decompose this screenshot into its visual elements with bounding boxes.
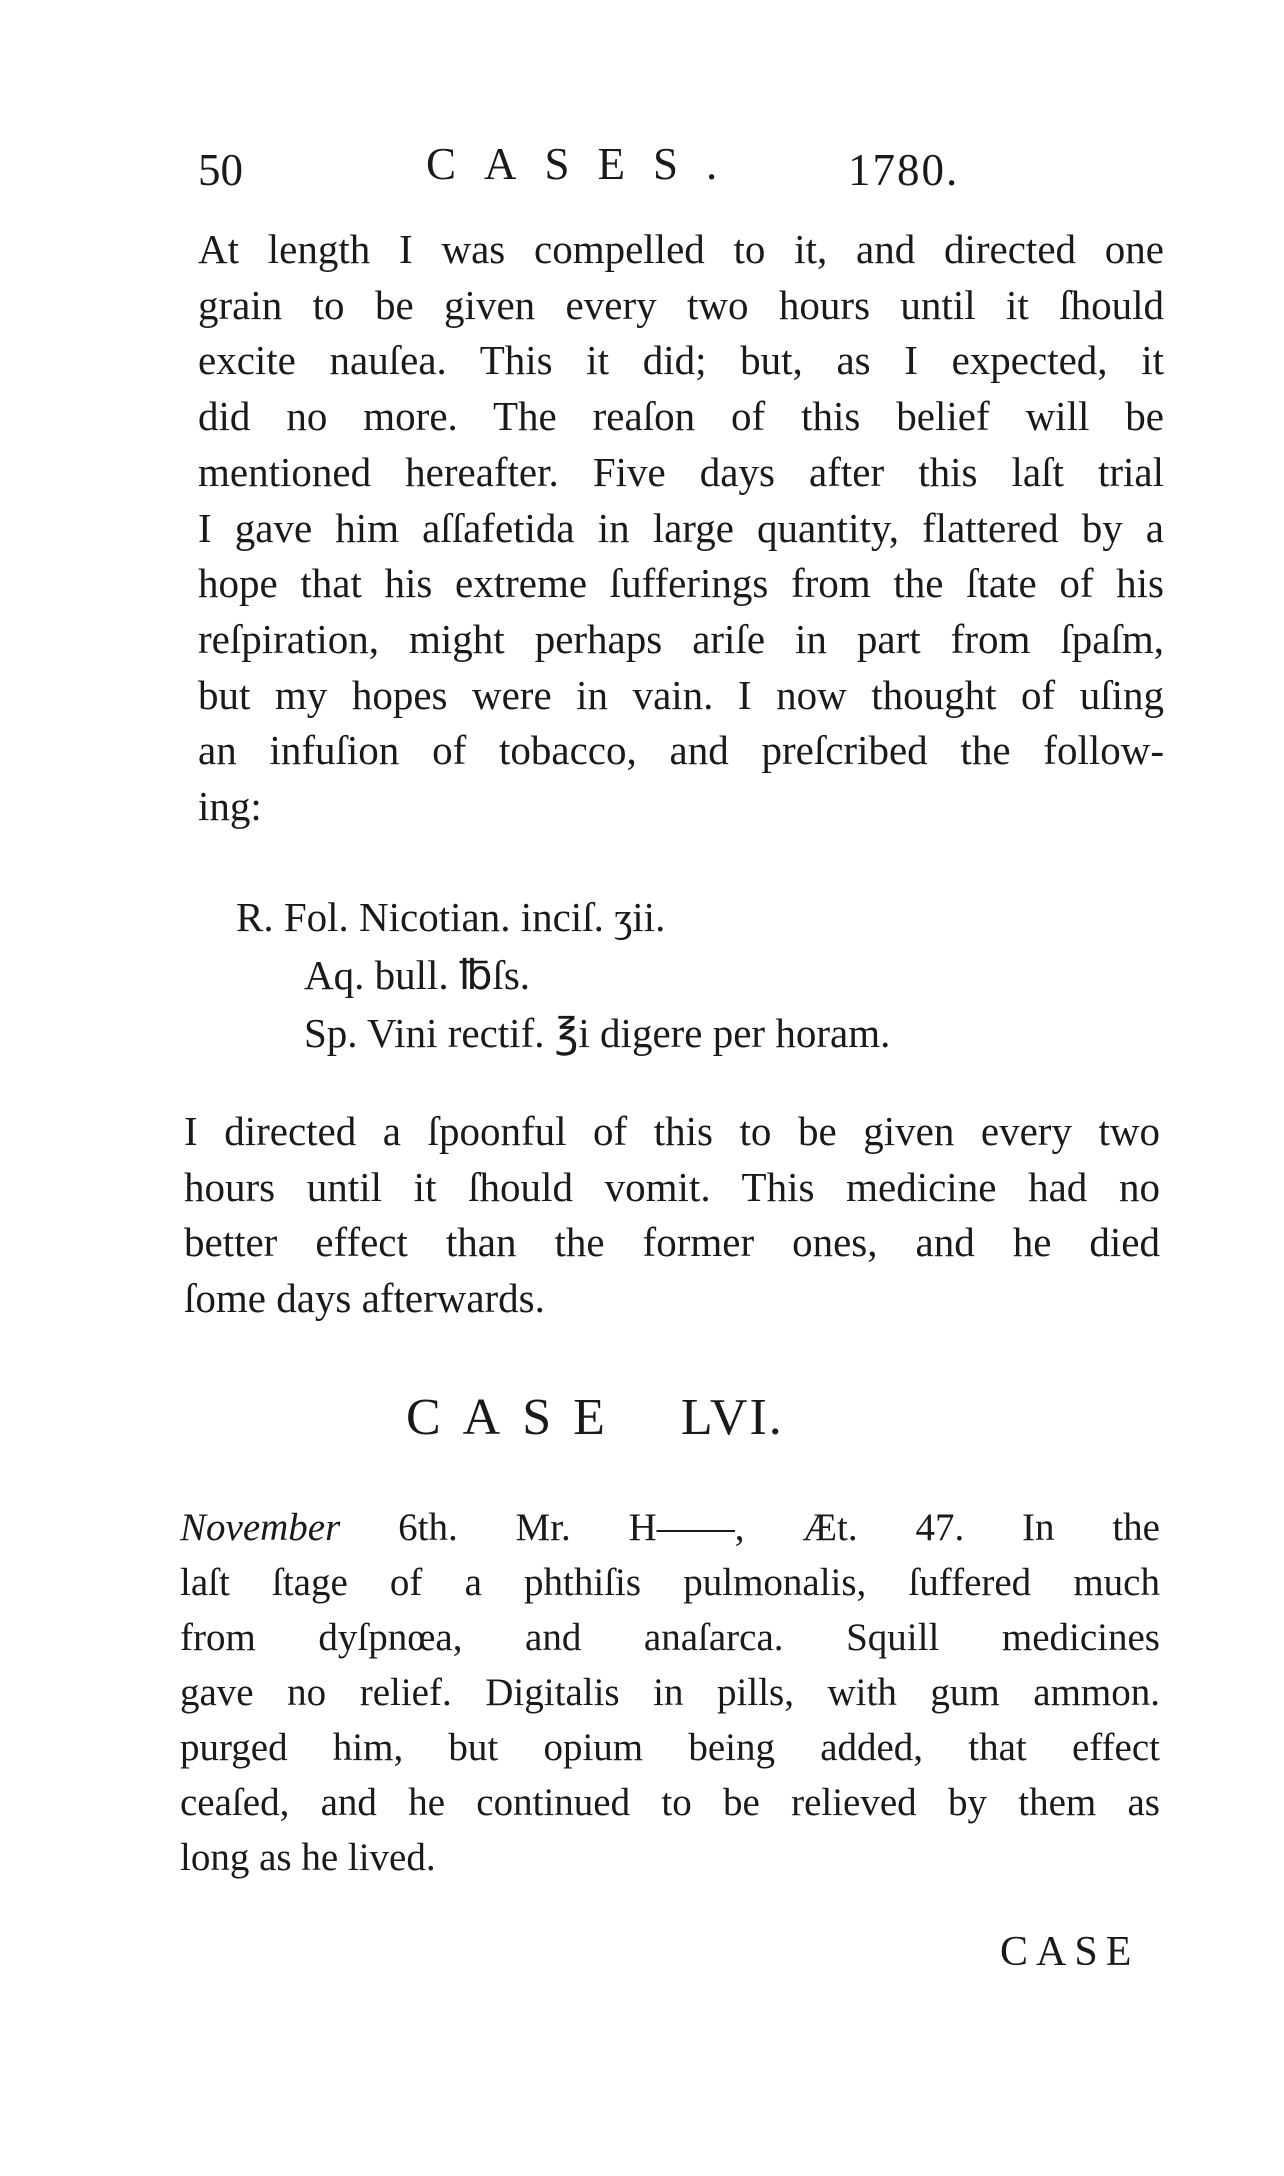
text-line: purged him, but opium being added, that effect bbox=[180, 1726, 1160, 1769]
text-line: ſome days afterwards. bbox=[184, 1275, 545, 1322]
text-line: excite nauſea. This it did; but, as I expected, it bbox=[198, 337, 1164, 384]
text-line: reſpiration, might perhaps ariſe in part from ſpaſm, bbox=[198, 615, 1164, 662]
text-line: better effect than the former ones, and he died bbox=[184, 1219, 1160, 1266]
running-head bbox=[198, 138, 968, 198]
prescription bbox=[236, 888, 1136, 1062]
text-line: did no more. The reaſon of this belief will be bbox=[198, 393, 1164, 440]
case-date-month: November bbox=[180, 1506, 341, 1549]
text-line: grain to be given every two hours until it ſhould bbox=[198, 281, 1164, 328]
paragraph-1 bbox=[198, 222, 1164, 835]
text-line: ceaſed, and he continued to be relieved by them as bbox=[180, 1781, 1160, 1824]
text-line: laſt ſtage of a phthiſis pulmonalis, ſuffered much bbox=[180, 1561, 1160, 1604]
text-line: an infuſion of tobacco, and preſcribed the follow- bbox=[198, 727, 1164, 774]
catchword: CASE bbox=[1000, 1929, 1140, 1975]
case-heading-number: LVI. bbox=[680, 1389, 784, 1446]
text-line: gave no relief. Digitalis in pills, with gum ammon. bbox=[180, 1671, 1160, 1714]
running-head-title: CASES. bbox=[426, 139, 746, 189]
case-heading-word: CASE bbox=[406, 1389, 627, 1446]
text-line: ing: bbox=[198, 783, 262, 830]
case-date-rest: 6th. Mr. H——, Æt. 47. In the bbox=[340, 1506, 1160, 1549]
text-line: mentioned hereafter. Five days after this laſt trial bbox=[198, 448, 1164, 495]
paragraph-3 bbox=[180, 1500, 1160, 1885]
text-line: hope that his extreme ſufferings from the ſtate of his bbox=[198, 560, 1164, 607]
text-line: from dyſpnœa, and anaſarca. Squill medicines bbox=[180, 1616, 1160, 1659]
text-line: but my hopes were in vain. I now thought of uſing bbox=[198, 671, 1164, 718]
prescription-line: Sp. Vini rectif. ℥i digere per horam. bbox=[304, 1010, 891, 1056]
text-line: I gave him aſſafetida in large quantity, flattered by a bbox=[198, 504, 1164, 551]
text-line bbox=[180, 1500, 1160, 1555]
text-line: hours until it ſhould vomit. This medicine had no bbox=[184, 1163, 1160, 1210]
running-head-year: 1780. bbox=[848, 145, 960, 195]
text-line: long as he lived. bbox=[180, 1836, 436, 1879]
text-line: I directed a ſpoonful of this to be given every two bbox=[184, 1108, 1160, 1154]
paragraph-2 bbox=[184, 1104, 1160, 1327]
prescription-line: R. Fol. Nicotian. inciſ. ʒii. bbox=[236, 894, 666, 940]
prescription-line: Aq. bull. ℔ſs. bbox=[304, 952, 531, 998]
case-heading bbox=[406, 1388, 784, 1447]
page-number: 50 bbox=[198, 145, 243, 195]
text-line: At length I was compelled to it, and directed one bbox=[198, 226, 1164, 272]
